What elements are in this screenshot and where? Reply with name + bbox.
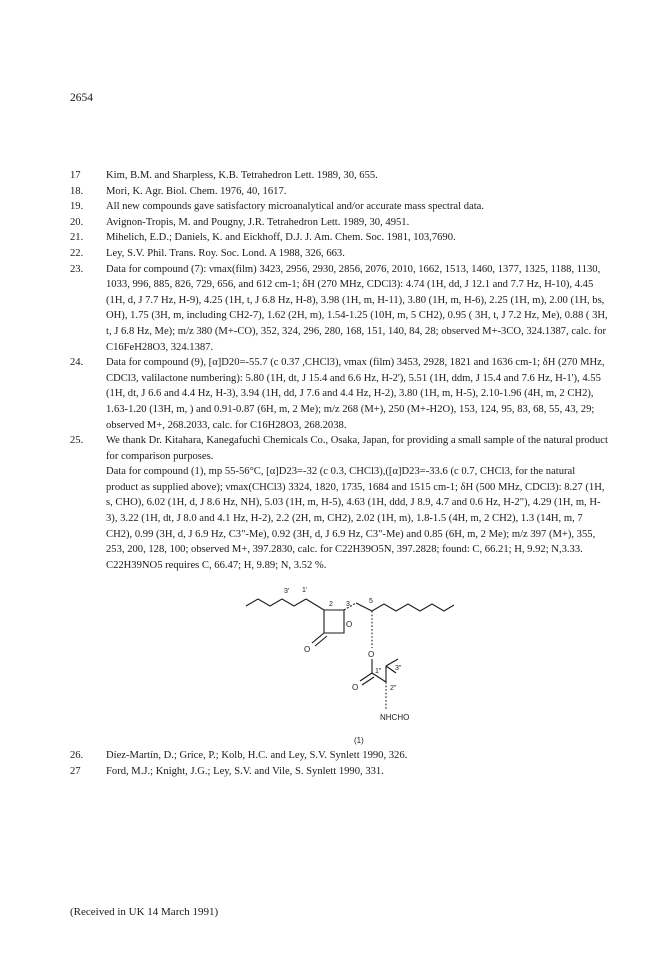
reference-paragraph: Díez-Martín, D.; Grice, P.; Kolb, H.C. and Ley, S.V. Synlett 1990, 326. xyxy=(106,750,408,762)
label-ester-oxygen: O xyxy=(368,650,375,660)
reference-number: 25. xyxy=(70,435,84,447)
lactone-ring xyxy=(324,610,344,633)
reference-number: 18. xyxy=(70,185,84,197)
reference-number: 26. xyxy=(70,750,84,762)
label-3: 3 xyxy=(346,601,350,609)
label-ring-oxygen: O xyxy=(346,620,353,630)
structure-figure xyxy=(34,573,574,748)
reference-item xyxy=(70,230,610,246)
reference-paragraph: Mori, K. Agr. Biol. Chem. 1976, 40, 1617. xyxy=(106,185,287,197)
right-chain-bond xyxy=(372,604,454,611)
figure-label: (1) xyxy=(354,736,364,746)
reference-text xyxy=(106,215,610,231)
bond-1p-2 xyxy=(306,599,324,610)
reference-text xyxy=(106,433,610,573)
reference-text xyxy=(106,168,610,184)
reference-text xyxy=(106,262,610,356)
reference-text xyxy=(106,748,610,764)
reference-items xyxy=(70,168,610,780)
label-carbonyl-oxygen: O xyxy=(304,645,311,655)
reference-item xyxy=(70,764,610,780)
reference-number: 21. xyxy=(70,232,84,244)
reference-item xyxy=(70,246,610,262)
reference-number: 20. xyxy=(70,216,84,228)
reference-number: 22. xyxy=(70,247,84,259)
reference-paragraph: Ford, M.J.; Knight, J.G.; Ley, S.V. and Vile, S. Synlett 1990, 331. xyxy=(106,766,384,778)
reference-text xyxy=(106,355,610,433)
reference-paragraph: Ley, S.V. Phil. Trans. Roy. Soc. Lond. A 1988, 326, 663. xyxy=(106,247,345,259)
reference-number: 17 xyxy=(70,170,81,181)
label-2doubleprime: 2" xyxy=(390,685,397,693)
reference-paragraph: Data for compound (9), [α]D20=-55.7 (c 0.37 ,CHCl3), νmax (film) 3453, 2928, 1821 and 1636 cm-1; δH (270 MHz, CDCl3, valilactone numbering): 5.80 (1H, dt, J 15.4 and 6.6 Hz, H-2'), 5.51 (1H, ddm, J 15.4 and 7.6 Hz, H-1'), 4.55 (1H, dt, J 6.6 and 4.4 Hz, H-3), 3.94 (1H, dd, J 7.6 and 4.4 Hz, H-2), 3.80 (1H, m, H-5), 2.10-1.96 (4H, m, 2 CH2), 1.63-1.20 (13H, m, ) and 0.91-0.87 (6H, m, 2 Me); m/z 268 (M+), 250 (M+-H2O), 153, 124, 95, 83, 68, 55, 43, 29; observed M+, 268.2033, calc. for C16H28O3, 268.2038. xyxy=(106,357,605,431)
label-1doubleprime: 1" xyxy=(375,668,382,676)
reference-text xyxy=(106,246,610,262)
lactone-carbonyl-bond xyxy=(312,633,324,643)
reference-item xyxy=(70,748,610,764)
reference-text xyxy=(106,199,610,215)
reference-paragraph: Avignon-Tropis, M. and Pougny, J.R. Tetrahedron Lett. 1989, 30, 4951. xyxy=(106,216,410,228)
label-2: 2 xyxy=(329,601,333,609)
reference-text xyxy=(106,184,610,200)
reference-list xyxy=(70,168,610,780)
reference-text xyxy=(106,230,610,246)
reference-item xyxy=(70,168,610,184)
reference-item xyxy=(70,355,610,433)
reference-item xyxy=(70,184,610,200)
reference-item xyxy=(70,262,610,356)
reference-item xyxy=(70,215,610,231)
reference-item xyxy=(70,199,610,215)
reference-number: 27 xyxy=(70,766,81,778)
label-1prime: 1' xyxy=(302,587,308,595)
reference-text xyxy=(106,764,610,780)
reference-number: 24. xyxy=(70,357,84,369)
received-date: (Received in UK 14 March 1991) xyxy=(70,906,219,918)
reference-number: 19. xyxy=(70,201,84,213)
reference-paragraph: All new compounds gave satisfactory microanalytical and/or accurate mass spectral data. xyxy=(106,201,484,213)
label-3doubleprime: 3" xyxy=(395,665,402,673)
reference-paragraph: Data for compound (1), mp 55-56°C, [α]D23=-32 (c 0.3, CHCl3),([α]D23=-33.6 (c 0.7, CHCl3, for the natural product as supplied above); νmax(CHCl3) 3324, 1820, 1735, 1684 and 1515 cm-1; δH (500 MHz, CDCl3): 8.27 (1H, s, CHO), 6.02 (1H, d, J 8.6 Hz, NH), 5.03 (1H, m, H-5), 4.63 (1H, ddd, J 8.9, 4.7 and 0.6 Hz, H-2"), 4.29 (1H, m, H-3), 3.22 (1H, dt, J 8.0 and 4.1 Hz, H-2), 2.2 (2H, m, CH2), 2.02 (1H, m), 1.8-1.5 (4H, m, 2 CH2), 1.3 (14H, m, 7 CH2), 0.99 (3H, d, J 6.9 Hz, C3"-Me), 0.92 (3H, d, J 6.9 Hz, C3"-Me) and 0.85 (6H, m, 2 Me); m/z 397 (M+), 355, 253, 200, 128, 100; observed M+, 397.2830, calc. for C22H39O5N, 397.2828; found: C, 66.21; H, 9.92; N,3.33. C22H39NO5 requires C, 66.47; H, 9.89; N, 3.52 %. xyxy=(106,466,605,571)
reference-number: 23. xyxy=(70,263,84,275)
reference-paragraph: Mihelich, E.D.; Daniels, K. and Eickhoff, D.J. J. Am. Chem. Soc. 1981, 103,7690. xyxy=(106,232,456,244)
page-number: 2654 xyxy=(70,92,93,104)
left-chain-bond xyxy=(246,599,306,606)
label-nhcho: NHCHO xyxy=(380,713,410,723)
molecule-structure xyxy=(34,573,574,748)
reference-paragraph: Data for compound (7): νmax(film) 3423, 2956, 2930, 2856, 2076, 2010, 1662, 1513, 1460, 1377, 1325, 1188, 1130, 1033, 996, 885, 826, 729, 656, and 612 cm-1; δH (270 MHz, CDCl3): 4.74 (1H, dd, J 12.1 and 7.7 Hz, H-10), 4.45 (1H, d, J 7.7 Hz, H-9), 4.25 (1H, t, J 6.8 Hz, H-8), 3.98 (1H, m, H-11), 3.80 (1H, m, H-6), 2.25 (1H, m), 2.00 (1H, bs, OH), 1.75 (3H, m, including CH2-7), 1.62 (2H, m), 1.54-1.25 (10H, m, 5 CH2), 0.95 ( 3H, t, J 7.2 Hz, Me), 0.88 ( 3H, t, J 6.8 Hz, Me); m/z 380 (M+-CO), 352, 324, 296, 280, 168, 151, 140, 84, 28; observed M+-3CO, 324.1387, calc. for C16FeH28O3, 324.1387. xyxy=(106,263,608,353)
label-3prime: 3' xyxy=(284,588,290,596)
label-5: 5 xyxy=(369,598,373,606)
reference-paragraph: We thank Dr. Kitahara, Kanegafuchi Chemicals Co., Osaka, Japan, for providing a small sample of the natural product for comparison purposes. xyxy=(106,435,608,462)
reference-paragraph: Kim, B.M. and Sharpless, K.B. Tetrahedron Lett. 1989, 30, 655. xyxy=(106,170,378,181)
reference-item xyxy=(70,433,610,573)
label-ester-carbonyl-oxygen: O xyxy=(352,683,359,693)
